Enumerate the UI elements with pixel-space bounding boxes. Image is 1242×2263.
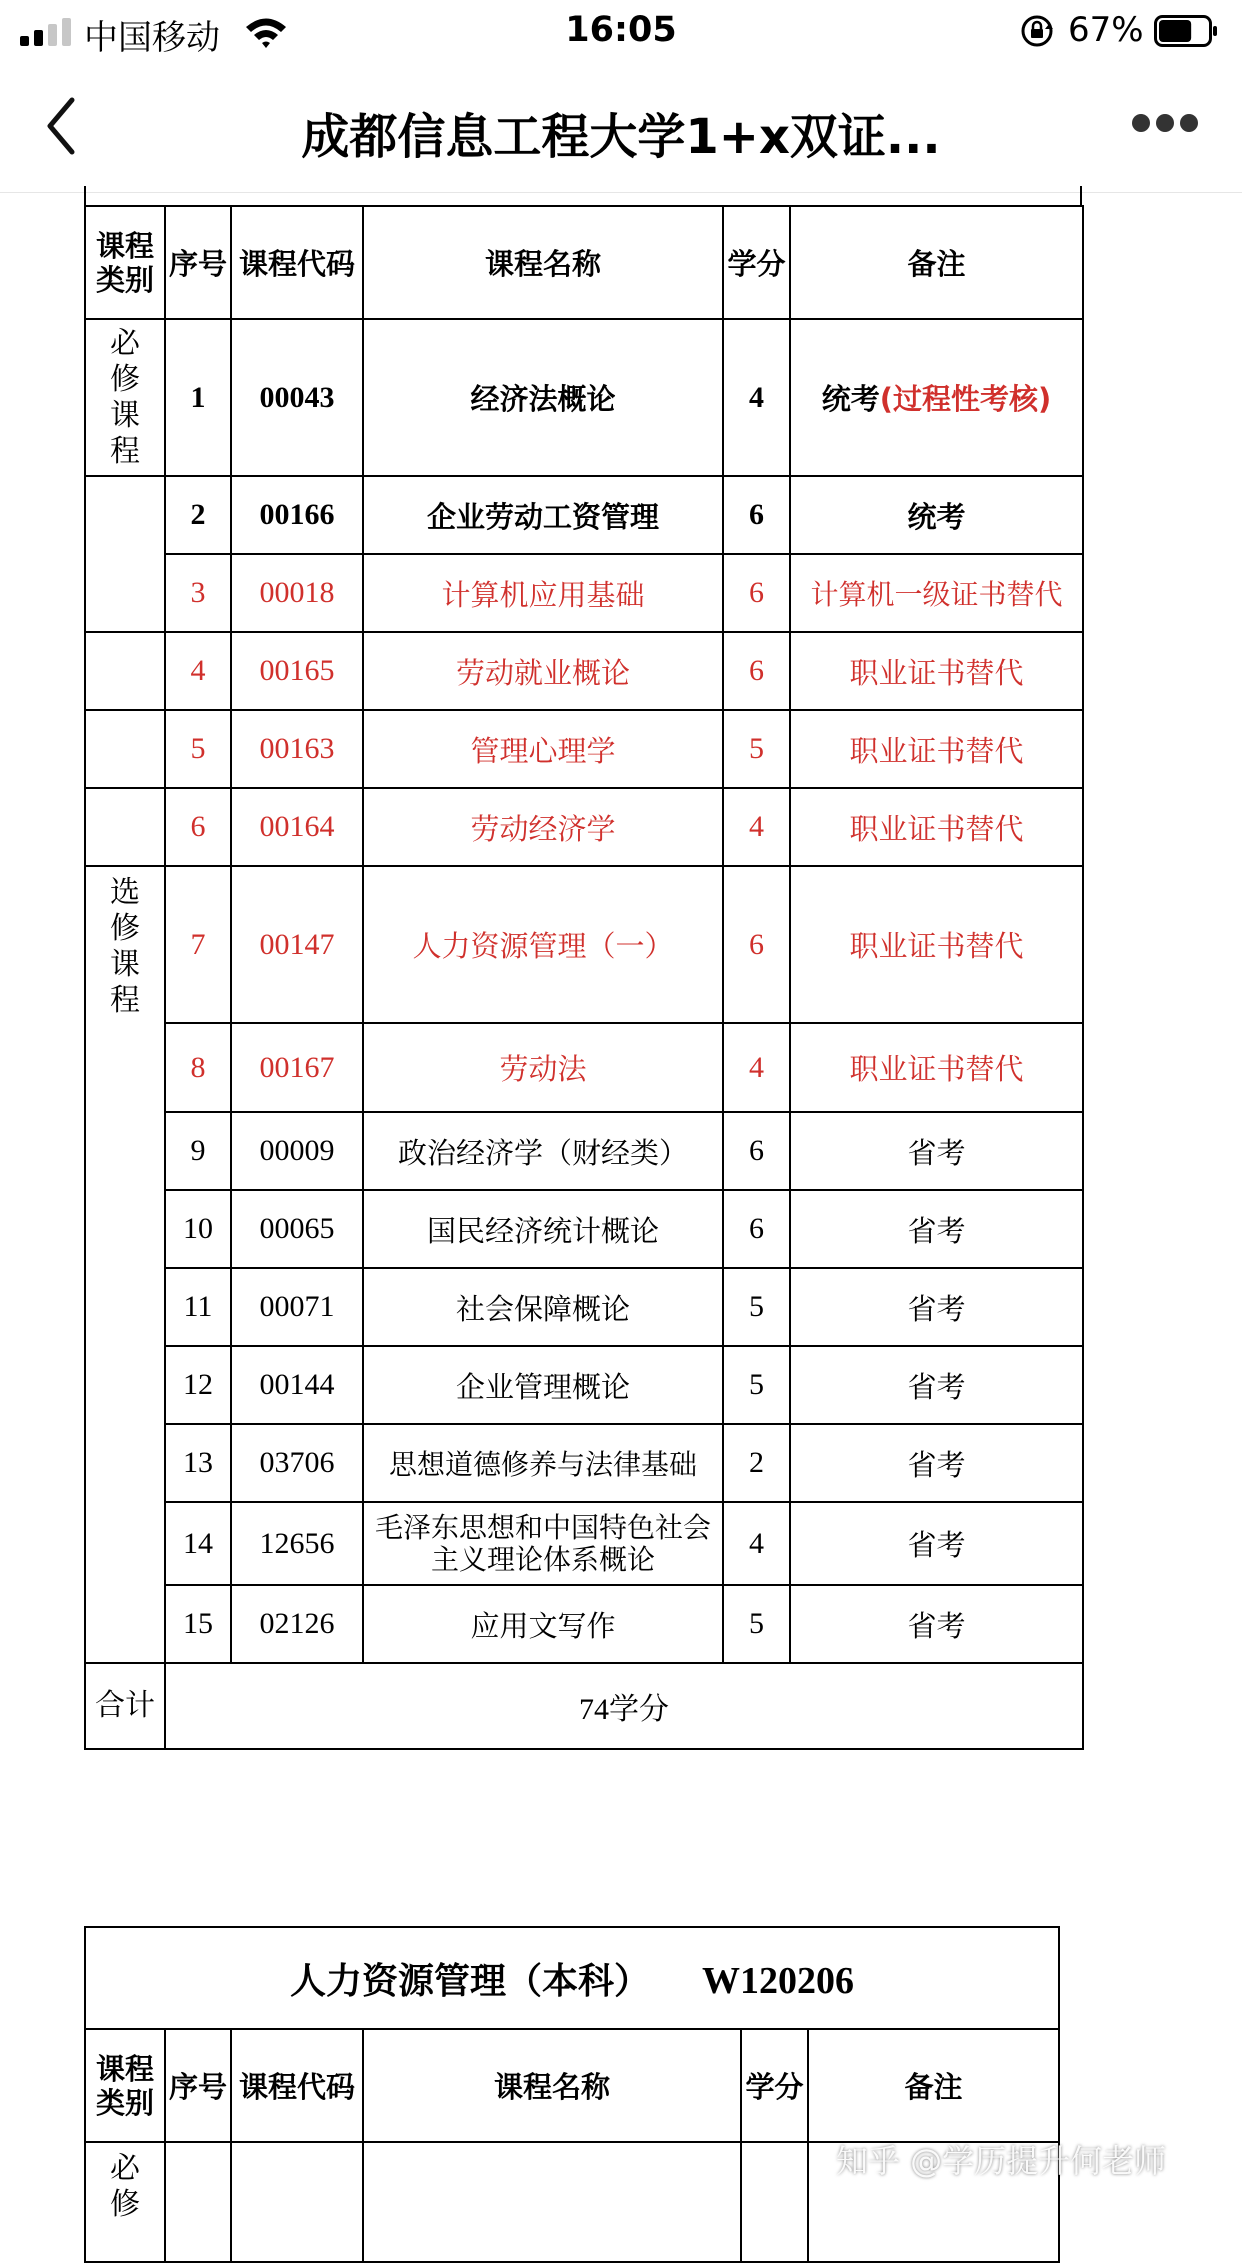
cell-credit: 6 <box>723 476 790 554</box>
cell-name: 应用文写作 <box>363 1585 723 1663</box>
table-row <box>85 319 1083 476</box>
table-top-edge <box>84 186 1082 205</box>
table-row <box>85 476 1083 554</box>
table-row <box>85 1424 1083 1502</box>
table-title-row <box>85 1927 1059 2029</box>
page-title: 成都信息工程大学1+x双证... <box>301 109 941 165</box>
table-title <box>85 1927 1059 2029</box>
category-elective: 选修课程 <box>85 866 165 1663</box>
course-table <box>84 205 1084 1750</box>
cell-note: 职业证书替代 <box>790 866 1083 1023</box>
header-name: 课程名称 <box>363 2029 741 2142</box>
watermark: 知乎 @学历提升何老师 <box>836 2142 1167 2180</box>
table-row <box>85 1585 1083 1663</box>
cell-credit: 6 <box>723 632 790 710</box>
cell-name <box>363 2142 741 2262</box>
battery-percent: 67% <box>1068 10 1144 50</box>
cell-code: 03706 <box>231 1424 363 1502</box>
orientation-lock-icon <box>1020 14 1054 48</box>
cell-code: 00018 <box>231 554 363 632</box>
category-empty <box>85 710 165 788</box>
header-credit: 学分 <box>723 206 790 319</box>
cell-code: 00065 <box>231 1190 363 1268</box>
cell-credit: 5 <box>723 710 790 788</box>
cell-code: 00163 <box>231 710 363 788</box>
category-empty <box>85 476 165 632</box>
cell-seq: 8 <box>165 1023 231 1112</box>
cell-credit: 4 <box>723 788 790 866</box>
category-required: 必修 <box>85 2142 165 2262</box>
cell-seq: 6 <box>165 788 231 866</box>
category-empty <box>85 632 165 710</box>
cell-code: 00167 <box>231 1023 363 1112</box>
cell-name: 政治经济学（财经类） <box>363 1112 723 1190</box>
cell-credit: 4 <box>723 319 790 476</box>
cell-note: 职业证书替代 <box>790 788 1083 866</box>
table-row <box>85 1190 1083 1268</box>
battery-icon <box>1154 15 1218 47</box>
cell-name: 劳动就业概论 <box>363 632 723 710</box>
header-category: 课程类别 <box>85 2029 165 2142</box>
back-arrow-icon[interactable] <box>42 94 82 158</box>
cell-note: 统考 <box>790 476 1083 554</box>
total-label: 合计 <box>85 1663 165 1749</box>
cell-seq: 7 <box>165 866 231 1023</box>
cell-note: 省考 <box>790 1268 1083 1346</box>
table-row <box>85 632 1083 710</box>
nav-bar <box>0 64 1242 193</box>
table-row <box>85 554 1083 632</box>
cell-code: 02126 <box>231 1585 363 1663</box>
cell-code <box>231 2142 363 2262</box>
cell-seq: 3 <box>165 554 231 632</box>
cell-credit: 4 <box>723 1502 790 1585</box>
cell-code: 00164 <box>231 788 363 866</box>
cell-code: 12656 <box>231 1502 363 1585</box>
cell-note <box>790 319 1083 476</box>
cell-credit <box>741 2142 808 2262</box>
category-empty <box>85 788 165 866</box>
cell-name: 社会保障概论 <box>363 1268 723 1346</box>
cell-seq: 4 <box>165 632 231 710</box>
cell-name: 企业管理概论 <box>363 1346 723 1424</box>
cell-code: 00144 <box>231 1346 363 1424</box>
table-row <box>85 1502 1083 1585</box>
cell-name: 国民经济统计概论 <box>363 1190 723 1268</box>
table-title-text: 人力资源管理（本科） <box>290 1960 651 2002</box>
cell-name: 经济法概论 <box>363 319 723 476</box>
header-code: 课程代码 <box>231 2029 363 2142</box>
cell-seq: 12 <box>165 1346 231 1424</box>
cell-credit: 5 <box>723 1346 790 1424</box>
table-row <box>85 1023 1083 1112</box>
table-header-row <box>85 206 1083 319</box>
cell-note: 计算机一级证书替代 <box>790 554 1083 632</box>
cell-name: 人力资源管理（一） <box>363 866 723 1023</box>
cell-credit: 6 <box>723 554 790 632</box>
cell-seq: 14 <box>165 1502 231 1585</box>
table-row <box>85 788 1083 866</box>
cell-seq: 11 <box>165 1268 231 1346</box>
cell-code: 00071 <box>231 1268 363 1346</box>
category-required: 必修课程 <box>85 319 165 476</box>
header-note: 备注 <box>808 2029 1059 2142</box>
carrier-label: 中国移动 <box>84 18 220 58</box>
table-row <box>85 1346 1083 1424</box>
cell-note: 职业证书替代 <box>790 710 1083 788</box>
cell-note: 职业证书替代 <box>790 632 1083 710</box>
status-bar <box>0 0 1242 64</box>
header-note: 备注 <box>790 206 1083 319</box>
header-seq: 序号 <box>165 206 231 319</box>
more-icon[interactable] <box>1132 114 1198 138</box>
cell-credit: 6 <box>723 1112 790 1190</box>
cell-note: 省考 <box>790 1502 1083 1585</box>
total-value: 74学分 <box>165 1663 1083 1749</box>
table-row <box>85 710 1083 788</box>
cell-name: 毛泽东思想和中国特色社会主义理论体系概论 <box>363 1502 723 1585</box>
cell-seq: 2 <box>165 476 231 554</box>
cell-credit: 6 <box>723 1190 790 1268</box>
cell-seq: 10 <box>165 1190 231 1268</box>
cell-seq: 15 <box>165 1585 231 1663</box>
cell-name: 劳动法 <box>363 1023 723 1112</box>
cell-note: 省考 <box>790 1424 1083 1502</box>
cell-name: 管理心理学 <box>363 710 723 788</box>
cell-seq: 5 <box>165 710 231 788</box>
cell-seq: 9 <box>165 1112 231 1190</box>
cell-code: 00166 <box>231 476 363 554</box>
cell-seq: 1 <box>165 319 231 476</box>
cell-credit: 6 <box>723 866 790 1023</box>
table-row <box>85 866 1083 1023</box>
cell-credit: 4 <box>723 1023 790 1112</box>
cell-name: 思想道德修养与法律基础 <box>363 1424 723 1502</box>
cell-name: 企业劳动工资管理 <box>363 476 723 554</box>
cell-code: 00147 <box>231 866 363 1023</box>
header-credit: 学分 <box>741 2029 808 2142</box>
cell-seq: 13 <box>165 1424 231 1502</box>
table-title-code: W120206 <box>702 1959 855 2002</box>
cell-note: 省考 <box>790 1585 1083 1663</box>
table-row <box>85 1268 1083 1346</box>
cell-note: 省考 <box>790 1112 1083 1190</box>
cell-note: 职业证书替代 <box>790 1023 1083 1112</box>
table-header-row <box>85 2029 1059 2142</box>
cell-credit: 5 <box>723 1268 790 1346</box>
cell-code: 00043 <box>231 319 363 476</box>
cell-name: 计算机应用基础 <box>363 554 723 632</box>
note-plain: 统考 <box>821 382 880 416</box>
cell-code: 00009 <box>231 1112 363 1190</box>
header-code: 课程代码 <box>231 206 363 319</box>
cell-credit: 5 <box>723 1585 790 1663</box>
header-category: 课程类别 <box>85 206 165 319</box>
course-table-2 <box>84 1926 1060 2263</box>
cell-name: 劳动经济学 <box>363 788 723 866</box>
note-red: (过程性考核) <box>879 382 1052 416</box>
clock: 16:05 <box>565 10 677 50</box>
cell-seq <box>165 2142 231 2262</box>
cell-note: 省考 <box>790 1346 1083 1424</box>
table-row <box>85 1112 1083 1190</box>
cell-code: 00165 <box>231 632 363 710</box>
cell-credit: 2 <box>723 1424 790 1502</box>
header-name: 课程名称 <box>363 206 723 319</box>
total-row <box>85 1663 1083 1749</box>
header-seq: 序号 <box>165 2029 231 2142</box>
cell-note: 省考 <box>790 1190 1083 1268</box>
